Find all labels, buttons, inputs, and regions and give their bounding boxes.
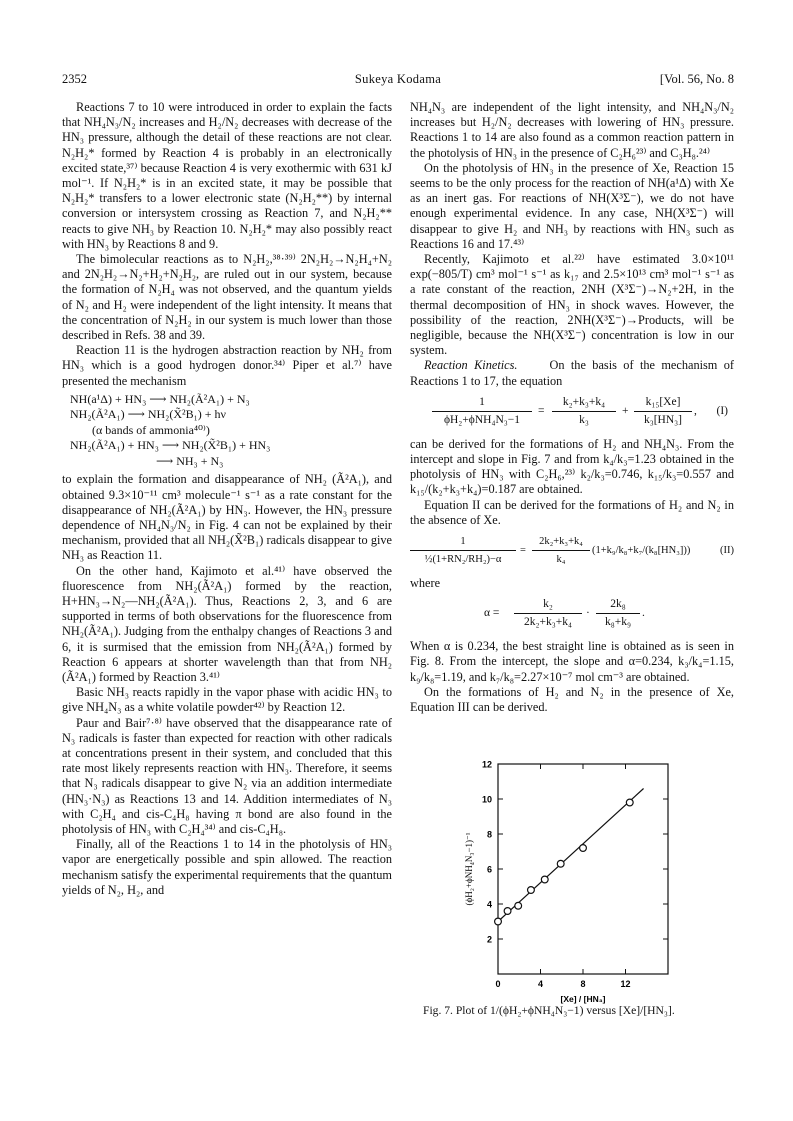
paragraph: The bimolecular reactions as to N₂H₂,³⁸·³⁹⁾ 2N₂H₂→N₂H₄+N₂ and 2N₂H₂→N₂+H₂+N₂H₂, are ruled out in our system, because the formation of N₂H₄ was not observed, and the quantum yields of N₂ and H₂ were independent of the light intensity. It means that the concentration of N₂H₂ in our system is much lower than those described in Refs. 38 and 39. xyxy=(62,252,392,343)
comma: , xyxy=(694,404,697,417)
left-column xyxy=(62,100,392,898)
reaction-mechanism xyxy=(70,392,392,470)
y-axis-label: (ϕH₂+ϕNH₄N₃−1)⁻¹ xyxy=(464,832,474,906)
bracket-term: (1+k₉/k₈+k₇/(k₈[HN₃])) xyxy=(592,545,691,557)
equation-tag: (II) xyxy=(720,545,734,557)
fraction xyxy=(514,597,582,630)
numerator: k₂ xyxy=(514,597,582,614)
y-tick-label: 8 xyxy=(486,829,492,840)
mechanism-line: NH₂(Ã²A₁) ⟶ NH₂(X̃²B₁) + hν xyxy=(70,407,226,422)
paragraph: Reaction 11 is the hydrogen abstraction reaction by NH₂ from HN₃ which is a good hydrogen donor.³⁴⁾ Piper et al.⁷⁾ have presented the mechanism xyxy=(62,343,392,388)
equals-sign: = xyxy=(520,545,526,557)
paragraph xyxy=(410,358,734,388)
denominator: ϕH₂+ϕNH₄N₃−1 xyxy=(443,414,521,427)
page-number: 2352 xyxy=(62,72,87,86)
data-point xyxy=(541,876,548,883)
denominator: ½(1+RN₂/RH₂)−α xyxy=(424,554,502,566)
fraction xyxy=(410,534,516,567)
mechanism-line: ⟶ NH₃ + N₃ xyxy=(156,453,224,468)
equation-1 xyxy=(410,395,734,431)
period: . xyxy=(642,607,645,620)
mechanism-line: NH₂(Ã²A₁) + HN₃ ⟶ NH₂(X̃²B₁) + HN₃ xyxy=(70,438,271,453)
fit-line xyxy=(498,789,644,922)
denominator: k₄ xyxy=(556,554,566,566)
y-tick-label: 12 xyxy=(481,759,492,770)
x-tick-label: 0 xyxy=(495,979,501,989)
running-author: Sukeya Kodama xyxy=(354,72,442,86)
paragraph: can be derived for the formations of H₂ and NH₄N₃. From the intercept and slope in Fig. 7 and from k₄/k₃=1.23 obtained in the photolysis of HN₃ with C₂H₆,²³⁾ k₂/k₃=0.746, k₁₅/k₃=0.557 and k₁₅/(k₂+k₃+k₄)=0.187 are obtained. xyxy=(410,436,734,497)
right-column xyxy=(410,100,734,715)
equation-tag: (I) xyxy=(716,404,728,417)
denominator: k₃ xyxy=(579,414,589,427)
data-point xyxy=(580,845,587,852)
mechanism-line: (α bands of ammonia⁴⁰⁾) xyxy=(92,422,210,437)
x-tick-label: 8 xyxy=(580,979,586,989)
paragraph: Recently, Kajimoto et al.²²⁾ have estimated 3.0×10¹¹ exp(−805/T) cm³ mol⁻¹ s⁻¹ as k₁₇ and 2.5×10¹³ cm³ mol⁻¹ s⁻¹ as a rate constant of the reaction, 2NH (X³Σ⁻)→N₂+2H, in the thermal decomposition of HN₃ in shock waves. However, the possibility of the reaction, 2NH(X³Σ⁻)→Products, will be negligible, because the NH(X³Σ⁻) concentration is low in our system. xyxy=(410,252,734,358)
equals-sign: = xyxy=(538,404,545,417)
numerator: 2k₈ xyxy=(596,597,640,614)
figure-7 xyxy=(410,756,734,1026)
mechanism-line: NH(a¹Δ) + HN₃ ⟶ NH₂(Ã²A₁) + N₃ xyxy=(70,391,250,406)
x-tick-label: 4 xyxy=(537,979,544,989)
plus-sign: + xyxy=(622,404,629,417)
paragraph: On the photolysis of HN₃ in the presence of Xe, Reaction 15 seems to be the only process for the reaction of NH(a¹Δ) with Xe as an inert gas. For reactions of NH(X³Σ⁻), we do not have enough experimental evidence. In any case, NH(X³Σ⁻) will disappear to give H₂ and NH₃ by reactions with HN₃ such as Reactions 16 and 17.⁴³⁾ xyxy=(410,160,734,251)
where-label: where xyxy=(410,576,441,591)
paragraph-text: On the basis of the mechanism of Reactions 1 to 17, the equation xyxy=(410,358,735,388)
paragraph: Basic NH₃ reacts rapidly in the vapor phase with acidic HN₃ to give NH₄N₃ as a white volatile powder⁴²⁾ by Reaction 12. xyxy=(62,685,392,715)
paragraph: Paur and Bair⁷·⁸⁾ have observed that the disappearance rate of N₃ radicals is faster than expected for reaction with other radicals at concentrations present in their system, and concluded that this rate most likely represents reaction with HN₃. Therefore, it seems that N₃ radicals disappear to give N₂ via an addition intermediate (HN₃·N₃) as Reactions 13 and 14. Addition intermediates of N₃ with C₂H₄ and cis-C₄H₈ having π bond are also found in the photolysis of HN₃ with C₂H₄³⁴⁾ and cis-C₄H₈. xyxy=(62,715,392,837)
data-point xyxy=(557,860,564,867)
y-tick-label: 2 xyxy=(486,934,492,945)
paragraph: On the other hand, Kajimoto et al.⁴¹⁾ have observed the fluorescence from NH₂(Ã²A₁) formed by the reaction, H+HN₃→N₂—NH₂(Ã²A₁). Thus, Reactions 2, 3, and 6 are supported in terms of both observations for the fluorescence from NH₂(Ã²A₁). Judging from the enthalpy changes of Reactions 3 and 6, it is surmised that the emission from NH₂(Ã²A₁) formed by Reaction 6 appears at shorter wavelength than that from NH₂ (Ã²A₁) formed by Reaction 3.⁴¹⁾ xyxy=(62,563,392,684)
y-tick-label: 10 xyxy=(481,794,492,805)
data-point xyxy=(528,887,535,894)
denominator: k₃[HN₃] xyxy=(643,414,683,427)
y-tick-label: 4 xyxy=(486,899,492,910)
numerator: k₁₅[Xe] xyxy=(634,395,692,412)
dot-operator: · xyxy=(586,607,590,620)
data-point xyxy=(626,799,633,806)
fraction xyxy=(552,395,616,428)
fraction xyxy=(596,597,640,630)
denominator: k₈+k₉ xyxy=(604,616,631,629)
scatter-chart xyxy=(410,756,734,1006)
denominator: 2k₂+k₃+k₄ xyxy=(524,616,572,629)
figure-caption: Fig. 7. Plot of 1/(ϕH₂+ϕNH₄N₃−1) versus [Xe]/[HN₃]. xyxy=(423,1004,675,1017)
paragraph: On the formations of H₂ and N₂ in the presence of Xe, Equation III can be derived. xyxy=(410,684,734,715)
data-point xyxy=(515,902,522,909)
equation-3 xyxy=(410,597,734,633)
x-tick-label: 12 xyxy=(620,979,631,989)
numerator: 1 xyxy=(410,534,516,551)
paragraph: Reactions 7 to 10 were introduced in order to explain the facts that NH₄N₃/N₂ increases and H₂/N₂ decreases with decrease of the HN₃ pressure, although the detail of these reactions are not clear. N₂H₂* formed by Reaction 4 is probably in an electronically excited state,³⁷⁾ because Reaction 4 is very exothermic with 631 kJ mol⁻¹. If N₂H₂* is in an excited state, it may be possible that N₂H₂* transfers to a lower electronic state (N₂H₂**) by internal conversion or intersystem crossing as Reaction 7, and N₂H₂** reacts to give NH₃ by Reaction 10. N₂H₂* may also possibly react with HN₃ by Reactions 8 and 9. xyxy=(62,100,392,251)
page-header xyxy=(62,72,734,90)
section-heading: Reaction Kinetics. xyxy=(424,358,518,373)
numerator: 1 xyxy=(432,395,532,412)
paragraph: Equation II can be derived for the formations of H₂ and N₂ in the absence of Xe. xyxy=(410,497,734,527)
paragraph: NH₄N₃ are independent of the light intensity, and NH₄N₃/N₂ increases but H₂/N₂ decreases with lowering of HN₃ pressure. Reactions 1 to 14 are also found as a common reaction pattern in the photolysis of HN₃ in the presence of C₂H₆²³⁾ and C₃H₈.²⁴⁾ xyxy=(410,100,734,160)
paragraph: When α is 0.234, the best straight line is obtained as is seen in Fig. 8. From the intercept, the slope and α=0.234, k₃/k₄=1.15, k₉/k₈=1.19, and k₇/k₈=2.27×10⁻⁷ mol cm⁻³ are obtained. xyxy=(410,639,734,684)
paragraph: Finally, all of the Reactions 1 to 14 in the photolysis of HN₃ vapor are energetically possible and spin allowed. The reaction mechanism satisfy the experimental requirements that the quantum yields of N₂, H₂, and xyxy=(62,837,392,897)
y-tick-label: 6 xyxy=(486,864,492,875)
numerator: k₂+k₃+k₄ xyxy=(552,395,616,412)
alpha-label: α = xyxy=(484,607,500,620)
paragraph: to explain the formation and disappearance of NH₂ (Ã²A₁), and obtained 9.3×10⁻¹¹ cm³ molecule⁻¹ s⁻¹ as a rate constant for the disappearance of NH₂(Ã²A₁) by HN₃. However, the HN₃ pressure dependence of NH₄N₃/N₂ in Fig. 4 can not be explained by their mechanism, provided that all NH₂(X̃²B₁) radicals disappear to give NH₃ as Reaction 11. xyxy=(62,472,392,563)
fraction xyxy=(634,395,692,428)
equation-2 xyxy=(410,534,734,570)
x-axis-label: [Xe] / [HN₃] xyxy=(560,994,606,1004)
plot-frame xyxy=(498,764,668,974)
volume-info: [Vol. 56, No. 8 xyxy=(659,72,734,86)
data-point xyxy=(495,918,502,925)
numerator: 2k₂+k₃+k₄ xyxy=(532,534,590,551)
fraction xyxy=(432,395,532,428)
fraction xyxy=(532,534,590,567)
data-point xyxy=(504,908,511,915)
